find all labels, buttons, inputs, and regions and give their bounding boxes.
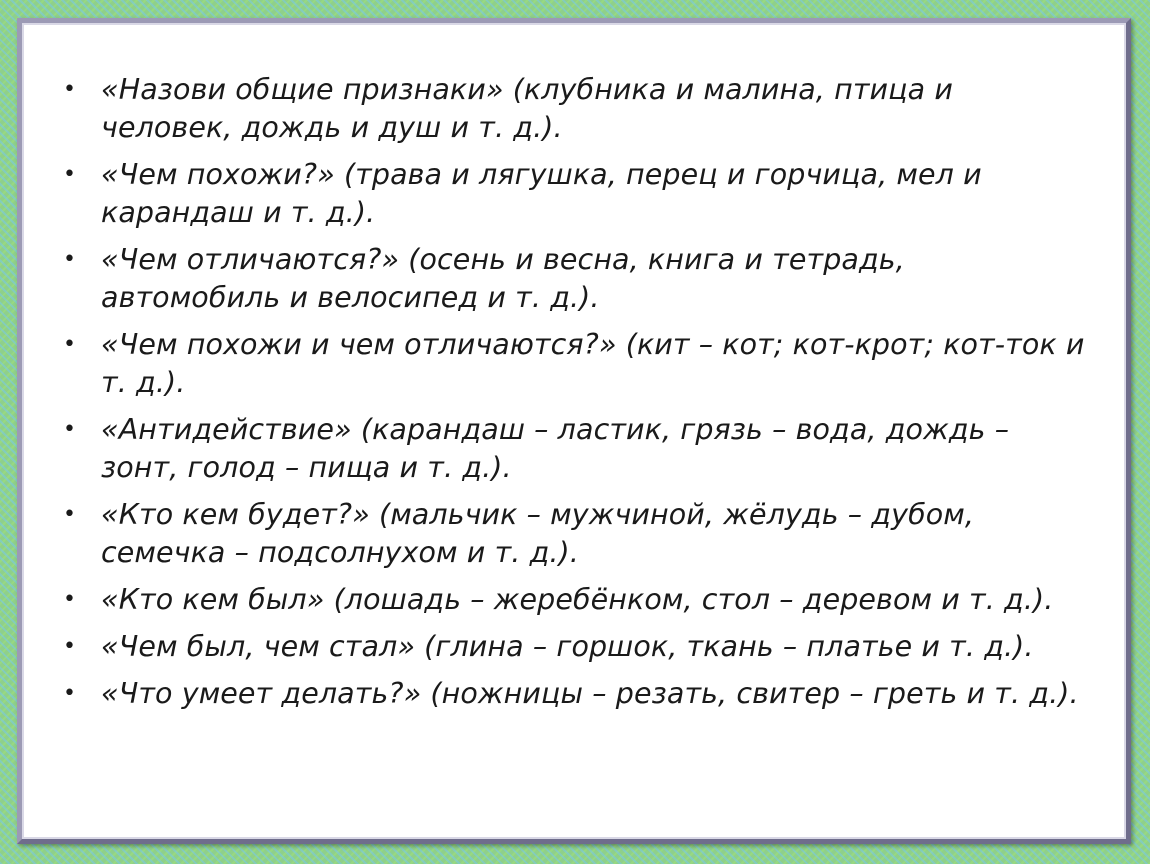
bullet-icon: • (63, 77, 77, 102)
list-item-text: «Кто кем был» (лошадь – жеребёнком, стол – деревом и т. д.). (101, 583, 1054, 616)
list-item (59, 411, 1089, 487)
list-item (59, 241, 1089, 317)
bullet-icon: • (63, 681, 77, 706)
bullet-list (59, 71, 1089, 722)
bullet-icon: • (63, 332, 77, 357)
list-item-text: «Чем похожи?» (трава и лягушка, перец и горчица, мел и карандаш и т. д.). (101, 158, 982, 229)
bullet-icon: • (63, 587, 77, 612)
list-item (59, 675, 1089, 713)
bullet-icon: • (63, 162, 77, 187)
list-item-text: «Антидействие» (карандаш – ластик, грязь – вода, дождь – зонт, голод – пища и т. д.). (101, 413, 1010, 484)
list-item-text: «Чем похожи и чем отличаются?» (кит – кот; кот-крот; кот-ток и т. д.). (101, 328, 1085, 399)
list-item-text: «Кто кем будет?» (мальчик – мужчиной, жёлудь – дубом, семечка – подсолнухом и т. д.). (101, 498, 975, 569)
bullet-icon: • (63, 247, 77, 272)
list-item (59, 628, 1089, 666)
bullet-icon: • (63, 417, 77, 442)
bullet-icon: • (63, 634, 77, 659)
list-item-text: «Чем был, чем стал» (глина – горшок, ткань – платье и т. д.). (101, 630, 1034, 663)
list-item (59, 156, 1089, 232)
list-item-text: «Что умеет делать?» (ножницы – резать, свитер – греть и т. д.). (101, 677, 1079, 710)
list-item-text: «Назови общие признаки» (клубника и малина, птица и человек, дождь и душ и т. д.). (101, 73, 954, 144)
list-item (59, 581, 1089, 619)
list-item (59, 71, 1089, 147)
slide-frame (17, 18, 1131, 844)
list-item (59, 496, 1089, 572)
list-item-text: «Чем отличаются?» (осень и весна, книга и тетрадь, автомобиль и велосипед и т. д.). (101, 243, 905, 314)
list-item (59, 326, 1089, 402)
bullet-icon: • (63, 502, 77, 527)
